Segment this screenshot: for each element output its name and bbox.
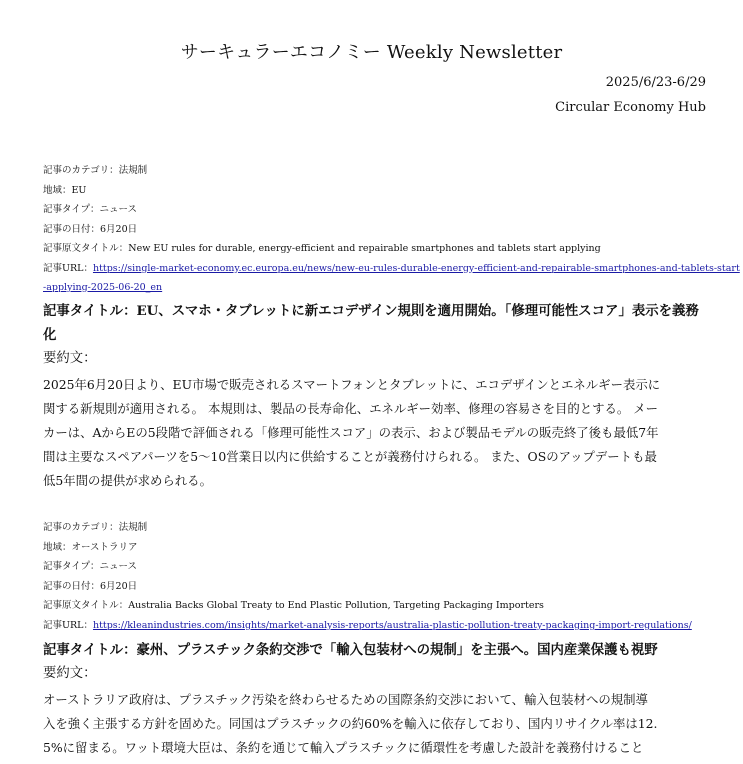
publisher-name: Circular Economy Hub: [555, 100, 706, 115]
article-url-continuation: [43, 279, 708, 297]
article-original-title: 記事原文タイトル：Australia Backs Global Treaty to End Plastic Pollution, Targeting Packaging Importers: [43, 600, 544, 612]
article-title: [43, 299, 708, 347]
article-title-line: 記事タイトル：豪州、プラスチック条約交渉で「輸入包装材への規制」を主張へ。国内産業保護も視野: [43, 641, 658, 658]
newsletter-title: サーキュラーエコノミー Weekly Newsletter: [180, 42, 563, 63]
article-title-line: 記事タイトル：EU、スマホ・タブレットに新エコデザイン規則を適用開始。「修理可能性スコア」表示を義務: [43, 302, 699, 319]
article-url-label: 記事URL：: [43, 262, 93, 274]
article-url-link[interactable]: https://single-market-economy.ec.europa.eu/news/new-eu-rules-durable-energy-efficient-and-repairable-smartphones-and-tablets-start: [92, 262, 740, 274]
article-region: 地域：EU: [43, 184, 87, 196]
article-title-line: 化: [43, 326, 57, 343]
summary-line: 2025年6月20日より、EU市場で販売されるスマートフォンとタブレットに、エコデザインとエネルギー表示に: [43, 376, 661, 392]
article-date: 記事の日付：6月20日: [43, 580, 138, 592]
summary-line: 低5年間の提供が求められる。: [43, 473, 212, 489]
article-original-title: 記事原文タイトル：New EU rules for durable, energy-efficient and repairable smartphones and tablets start applying: [43, 243, 601, 255]
article-url-link-cont[interactable]: -applying-2025-06-20_en: [43, 281, 163, 293]
summary-label: 要約文：: [43, 350, 97, 366]
article-title: [43, 638, 708, 662]
article-date: 記事の日付：6月20日: [43, 223, 138, 235]
summary-line: カーは、AからEの5段階で評価される「修理可能性スコア」の表示、および製品モデルの販売終了後も最低7年: [43, 424, 659, 440]
article-category: 記事のカテゴリ：法規制: [43, 165, 148, 176]
article-type: 記事タイプ：ニュース: [43, 204, 138, 216]
article-category: 記事のカテゴリ：法規制: [43, 522, 148, 533]
article-type: 記事タイプ：ニュース: [43, 561, 138, 573]
article-region: 地域：オーストラリア: [43, 541, 138, 553]
date-range: 2025/6/23-6/29: [605, 75, 706, 90]
article-1: [43, 161, 740, 494]
article-2: [43, 518, 708, 760]
article-url-row: [43, 616, 708, 636]
summary-line: 間は主要なスペアパーツを5～10営業日以内に供給することが義務付けられる。 また、OSのアップデートも最: [43, 449, 657, 465]
summary-line: オーストラリア政府は、プラスチック汚染を終わらせるための国際条約交渉において、輸入包装材への規制導: [43, 691, 648, 707]
summary-line: 関する新規則が適用される。 本規則は、製品の長寿命化、エネルギー効率、修理の容易さを目的とする。 メー: [43, 400, 659, 416]
article-url-label: 記事URL：: [43, 619, 93, 631]
article-url-link[interactable]: https://kleanindustries.com/insights/market-analysis-reports/australia-plastic-pollution-treaty-packaging-import-regulations/: [92, 619, 692, 631]
summary-label: 要約文：: [43, 665, 97, 681]
article-url-row: [43, 259, 740, 279]
summary-line: 入を強く主張する方針を固めた。同国はプラスチックの約60%を輸入に依存しており、国内リサイクル率は12.: [43, 715, 658, 731]
article-summary: [43, 373, 708, 494]
summary-line: 5%に留まる。ワット環境大臣は、条約を通じて輸入プラスチックに循環性を考慮した設計を義務付けること: [43, 739, 644, 755]
article-summary: [43, 688, 708, 761]
